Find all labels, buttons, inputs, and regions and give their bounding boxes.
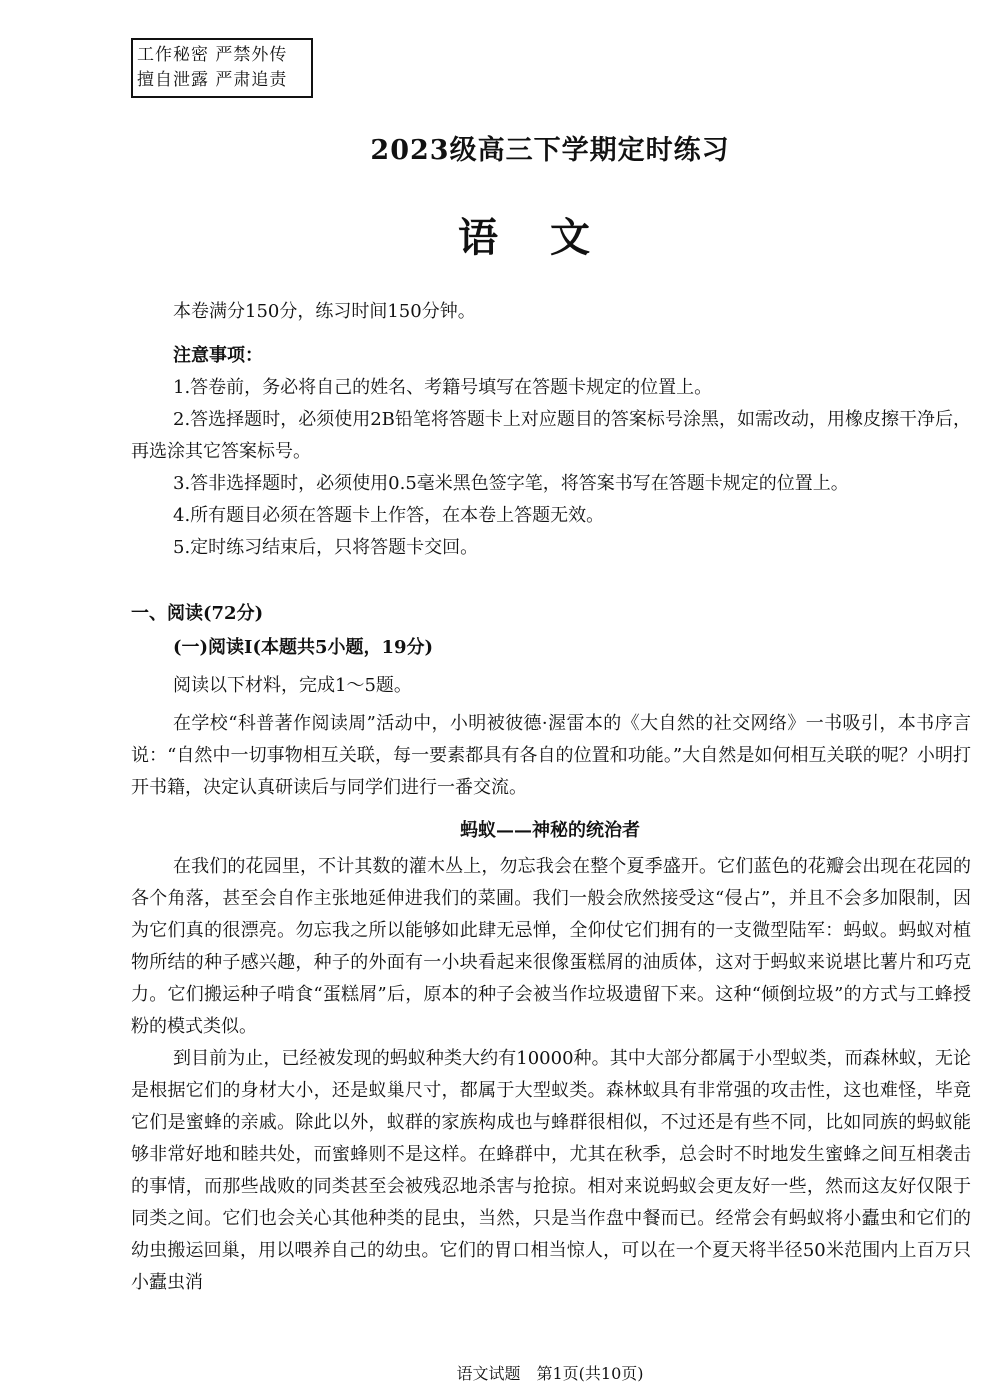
notice-heading: 注意事项： bbox=[173, 345, 263, 366]
section-subheading: (一)阅读Ⅰ(本题共5小题，19分) bbox=[173, 637, 434, 658]
article-title: 蚂蚁——神秘的统治者 bbox=[460, 820, 640, 841]
exam-subject-title: 语文 bbox=[458, 214, 642, 261]
page-footer: 语文试题 第1页(共10页) bbox=[456, 1364, 644, 1383]
article-paragraph: 在我们的花园里，不计其数的灌木丛上，勿忘我会在整个夏季盛开。它们蓝色的花瓣会出现在花园的各个角落，甚至会自作主张地延伸进我们的菜圃。我们一般会欣然接受这“侵占”，并且不会多加限制，因为它们真的很漂亮。勿忘我之所以能够如此肆无忌惮，全仰仗它们拥有的一支微型陆军：蚂蚁。蚂蚁对植物所结的种子感兴趣，种子的外面有一小块看起来很像蛋糕屑的油质体，这对于蚂蚁来说堪比薯片和巧克力。它们搬运种子啃食“蛋糕屑”后，原本的种子会被当作垃圾遗留下来。这种“倾倒垃圾”的方式与工蜂授粉的模式类似。 bbox=[131, 856, 971, 1037]
notice-item: 4.所有题目必须在答题卡上作答，在本卷上答题无效。 bbox=[173, 505, 605, 526]
article-paragraph: 到目前为止，已经被发现的蚂蚁种类大约有10000种。其中大部分都属于小型蚁类，而森林蚁，无论是根据它们的身材大小，还是蚁巢尺寸，都属于大型蚁类。森林蚁具有非常强的攻击性，这也难怪，毕竟它们是蜜蜂的亲戚。除此以外，蚁群的家族构成也与蜂群很相似，不过还是有些不同，比如同族的蚂蚁能够非常好地和睦共处，而蜜蜂则不是这样。在蜂群中，尤其在秋季，总会时不时地发生蜜蜂之间互相袭击的事情，而那些战败的同类甚至会被残忍地杀害与抢掠。相对来说蚂蚁会更友好一些，然而这友好仅限于同类之间。它们也会关心其他种类的昆虫，当然，只是当作盘中餐而已。经常会有蚂蚁将小蠹虫和它们的幼虫搬运回巢，用以喂养自己的幼虫。它们的胃口相当惊人，可以在一个夏天将半径50米范围内上百万只小蠹虫消 bbox=[131, 1048, 971, 1293]
exam-info: 本卷满分150分，练习时间150分钟。 bbox=[173, 301, 476, 322]
stamp-line-1: 工作秘密 严禁外传 bbox=[137, 45, 288, 65]
stamp-line-2: 擅自泄露 严肃追责 bbox=[137, 70, 288, 90]
exam-subtitle: 2023级高三下学期定时练习 bbox=[370, 135, 730, 166]
confidential-stamp bbox=[131, 38, 313, 98]
notice-item: 3.答非选择题时，必须使用0.5毫米黑色签字笔，将答案书写在答题卡规定的位置上。 bbox=[173, 473, 849, 494]
notice-item: 2.答选择题时，必须使用2B铅笔将答题卡上对应题目的答案标号涂黑，如需改动，用橡皮擦干净后，再选涂其它答案标号。 bbox=[131, 409, 971, 462]
reading-instruction: 阅读以下材料，完成1～5题。 bbox=[173, 675, 412, 696]
section-heading: 一、阅读(72分) bbox=[131, 603, 264, 624]
notice-item: 5.定时练习结束后，只将答题卡交回。 bbox=[173, 537, 479, 558]
reading-intro: 在学校“科普著作阅读周”活动中，小明被彼德·渥雷本的《大自然的社交网络》一书吸引，本书序言说：“自然中一切事物相互关联，每一要素都具有各自的位置和功能。”大自然是如何相互关联的呢？小明打开书籍，决定认真研读后与同学们进行一番交流。 bbox=[131, 713, 971, 798]
notice-item: 1.答卷前，务必将自己的姓名、考籍号填写在答题卡规定的位置上。 bbox=[173, 377, 713, 398]
